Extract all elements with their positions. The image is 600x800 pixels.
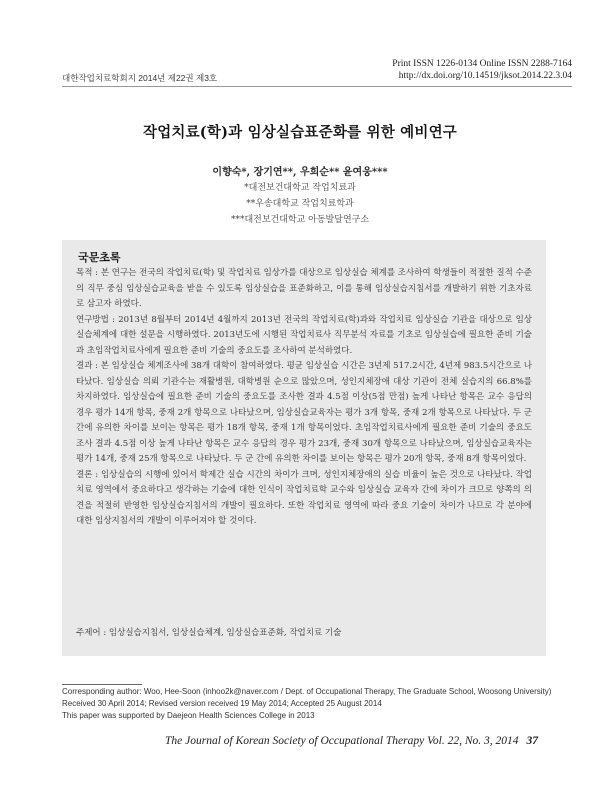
purpose-label: 목적 : xyxy=(76,268,101,278)
footnote-corresponding: Corresponding author: Woo, Hee-Soon (inhoo2k@naver.com / Dept. of Occupational Therapy, The Graduate School, Woosong University) xyxy=(62,687,552,696)
journal-citation: The Journal of Korean Society of Occupational Therapy Vol. 22, No. 3, 2014 xyxy=(165,735,519,747)
abstract-body xyxy=(76,266,532,530)
methods-label: 연구방법 : xyxy=(76,314,119,325)
footnote-divider xyxy=(62,684,142,685)
header-divider xyxy=(62,86,572,87)
results-label: 결과 : xyxy=(76,361,101,371)
authors: 이향숙*, 장기연**, 우희순** 윤여웅*** xyxy=(212,167,388,178)
methods-text: 2013년 8월부터 2014년 4월까지 2013년 전국의 작업치료(학)과와 작업치료 임상실습 기관을 대상으로 임상실습체계에 대한 설문을 시행하였다. 2013년도에 시행된 작업치료사 직무분석 자료를 기초로 임상실습에 필요한 준비 기술과 초임작업치료사에게 필요한 준비 기술의 중요도를 조사하여 분석하였다. xyxy=(76,314,532,356)
paper-title: 작업치료(학)과 임상실습표준화를 위한 예비연구 xyxy=(142,124,457,141)
purpose-text: 본 연구는 전국의 작업치료(학) 및 작업치료 임상가를 대상으로 임상실습 체계를 조사하여 학생들이 적절한 질적 수준의 직무 중심 임상실습교육을 받을 수 있도록 임상실습을 표준화하고, 이를 통해 임상실습지침서를 개발하기 위한 기초자료로 삼고자 하였다. xyxy=(76,268,532,309)
affiliation-1: *대전보건대학교 작업치료과 xyxy=(244,183,356,193)
journal-footer xyxy=(165,735,538,747)
conclusion-text: 임상실습의 시행에 있어서 학제간 실습 시간의 차이가 크며, 성인지체장애의 실습 비율이 높은 것으로 나타났다. 작업치료 영역에서 중요하다고 생각하는 기술에 대한 인식이 작업치료학 교수와 임상실습 교육자 간에 차이가 크므로 양쪽의 의견을 적절히 반영한 임상실습지침서의 개발이 필요하다. 또한 작업치료 영역에 따라 중요 기술이 차이가 나므로 각 분야에 대한 임상지침서의 개발이 이루어져야 할 것이다. xyxy=(76,469,532,526)
results-text: 본 임상실습 체계조사에 38개 대학이 참여하였다. 평균 임상실습 시간은 3년제 517.2시간, 4년제 983.5시간으로 나타났다. 임상실습 의뢰 기관수는 재활병원, 대학병원 순으로 많았으며, 성인지체장애 대상 기관이 전체 실습지의 66.8%를 차지하였다. 임상실습에 필요한 준비 기술의 중요도를 조사한 결과 4.5점 이상(5점 만점) 높게 나타난 항목은 교수 응답의 경우 평가 14개 항목, 중재 2개 항목으로 나타났으며, 임상실습교육자는 평가 3개 항목, 중재 2개 항목으로 나타났다. 두 군 간에 유의한 차이를 보이는 항목은 평가 18개 항목, 중재 1개 항목이었다. 초임작업치료사에게 필요한 준비 기술의 중요도 조사 결과 4.5점 이상 높게 나타난 항목은 교수 응답의 경우 평가 23개, 중재 30개 항목으로 나타났으며, 임상실습교육자는 평가 14개, 중재 25개 항목으로 나타났다. 두 군 간에 유의한 차이를 보이는 항목은 평가 20개 항목, 중재 8개 항목이었다. xyxy=(76,361,532,464)
abstract-conclusion xyxy=(76,468,532,530)
abstract-methods xyxy=(76,313,532,360)
footnote-received: Received 30 April 2014; Revised version received 19 May 2014; Accepted 25 August 2014 xyxy=(62,699,382,708)
affiliation-3: ***대전보건대학교 아동발달연구소 xyxy=(230,215,370,225)
keywords-text: 임상실습지침서, 임상실습체계, 임상실습표준화, 작업치료 기술 xyxy=(108,628,342,638)
abstract-results xyxy=(76,359,532,468)
issn-doi-block xyxy=(392,58,572,82)
affiliation-2: **우송대학교 작업치료학과 xyxy=(246,199,354,209)
abstract-purpose xyxy=(76,266,532,313)
footnote-support: This paper was supported by Daejeon Health Sciences College in 2013 xyxy=(62,711,315,720)
conclusion-label: 결론 : xyxy=(76,469,101,480)
page-number: 37 xyxy=(526,735,538,747)
keywords-label: 주제어 : xyxy=(76,628,109,638)
keywords xyxy=(76,626,536,638)
abstract-heading: 국문초록 xyxy=(78,252,121,264)
journal-issue: 대한작업치료학회지 2014년 제22권 제3호 xyxy=(62,73,218,83)
issn-text: Print ISSN 1226-0134 Online ISSN 2288-7164 xyxy=(392,59,572,69)
doi-link[interactable]: http://dx.doi.org/10.14519/jksot.2014.22.3.04 xyxy=(398,71,572,81)
